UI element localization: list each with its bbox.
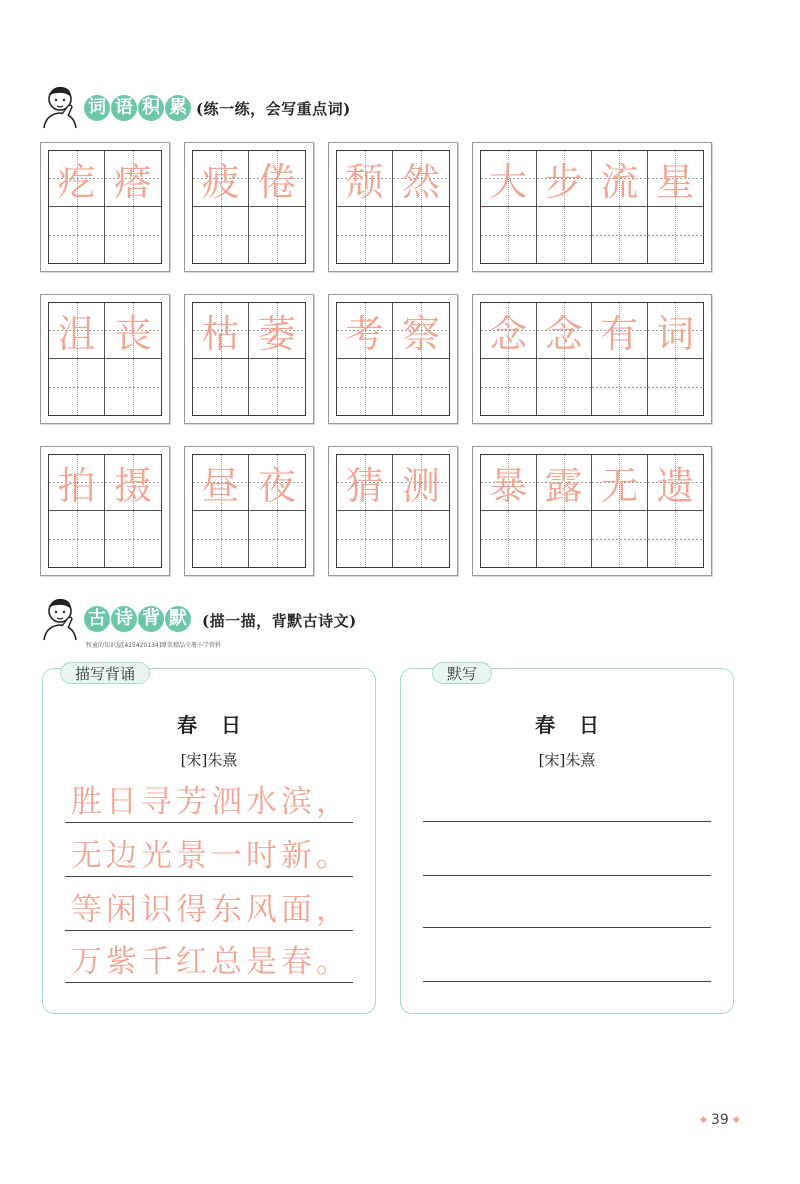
poem-title: 春日	[535, 713, 623, 737]
dictation-panel	[400, 668, 734, 1014]
trace-character: 倦	[257, 160, 296, 204]
tianzige-grid	[48, 150, 162, 264]
trace-character: 拍	[57, 464, 96, 508]
trace-character: 露	[544, 464, 583, 508]
trace-character: 摄	[113, 464, 152, 508]
writing-cell[interactable]	[193, 359, 249, 415]
writing-cell[interactable]	[648, 207, 704, 263]
vocab-section-subtitle: (练一练，会写重点词)	[196, 100, 351, 118]
trace-cell	[481, 303, 537, 359]
tianzige-grid	[192, 302, 306, 416]
tianzige-grid	[480, 454, 704, 568]
trace-cell	[537, 151, 593, 207]
writing-cell[interactable]	[105, 207, 161, 263]
trace-character: 星	[656, 160, 695, 204]
trace-cell	[648, 303, 704, 359]
trace-cell	[537, 455, 593, 511]
writing-cell[interactable]	[648, 359, 704, 415]
trace-cell	[481, 151, 537, 207]
word-practice-box	[472, 142, 712, 272]
poem-title-char: 默	[165, 606, 191, 632]
trace-character: 枯	[201, 312, 240, 356]
dictation-blank-line[interactable]	[423, 875, 711, 876]
trace-cell	[592, 303, 648, 359]
trace-cell	[648, 455, 704, 511]
trace-cell	[537, 303, 593, 359]
poem-author: [宋]朱熹	[538, 751, 596, 769]
boy-thinking-icon	[38, 596, 84, 642]
trace-cell	[393, 303, 449, 359]
writing-cell[interactable]	[393, 207, 449, 263]
trace-cell	[337, 151, 393, 207]
poem-section-subtitle: (描一描，背默古诗文)	[202, 612, 357, 630]
writing-cell[interactable]	[393, 511, 449, 567]
word-practice-box	[40, 142, 170, 272]
poem-title-char: 诗	[111, 606, 137, 632]
tianzige-grid	[480, 302, 704, 416]
trace-cell	[193, 303, 249, 359]
tiny-source-text: 牧童的知识屋[415420134]原浆精品全册小学资料	[86, 642, 222, 649]
tianzige-grid	[192, 150, 306, 264]
trace-recite-tab: 描写背诵	[60, 662, 150, 684]
writing-cell[interactable]	[537, 511, 593, 567]
writing-cell[interactable]	[481, 511, 537, 567]
writing-cell[interactable]	[592, 359, 648, 415]
word-practice-box	[40, 446, 170, 576]
trace-cell	[249, 303, 305, 359]
writing-cell[interactable]	[105, 511, 161, 567]
page-number	[700, 1112, 740, 1128]
poem-author: [宋]朱熹	[180, 751, 238, 769]
trace-cell	[337, 303, 393, 359]
vocab-section-title	[84, 95, 192, 121]
word-practice-box	[472, 446, 712, 576]
trace-cell	[105, 303, 161, 359]
vocab-title-char: 积	[138, 95, 164, 121]
trace-cell	[337, 455, 393, 511]
writing-cell[interactable]	[249, 359, 305, 415]
trace-character: 察	[401, 312, 440, 356]
trace-character: 瘩	[113, 160, 152, 204]
writing-cell[interactable]	[481, 207, 537, 263]
trace-character: 无	[600, 464, 639, 508]
diamond-icon: ◆	[732, 1115, 740, 1125]
trace-character: 有	[600, 312, 639, 356]
poem-line: 万紫千红总是春。	[65, 943, 353, 983]
trace-character: 步	[544, 160, 583, 204]
trace-character: 疲	[201, 160, 240, 204]
trace-cell	[393, 455, 449, 511]
writing-cell[interactable]	[393, 359, 449, 415]
trace-cell	[49, 303, 105, 359]
poem-line: 等闲识得东风面，	[65, 891, 353, 931]
writing-cell[interactable]	[49, 207, 105, 263]
trace-character: 暴	[489, 464, 528, 508]
trace-cell	[49, 151, 105, 207]
poem-section-title	[84, 606, 192, 632]
trace-cell	[592, 151, 648, 207]
word-practice-box	[184, 446, 314, 576]
vocab-title-char: 累	[165, 95, 191, 121]
trace-cell	[393, 151, 449, 207]
trace-character: 颓	[345, 160, 384, 204]
trace-cell	[193, 151, 249, 207]
page-number-text: 39	[710, 1112, 729, 1128]
trace-character: 丧	[113, 312, 152, 356]
trace-cell	[105, 455, 161, 511]
trace-cell	[105, 151, 161, 207]
word-practice-box	[472, 294, 712, 424]
trace-character: 大	[489, 160, 528, 204]
trace-cell	[481, 455, 537, 511]
writing-cell[interactable]	[337, 359, 393, 415]
tianzige-grid	[336, 302, 450, 416]
vocab-title-char: 语	[111, 95, 137, 121]
trace-character: 流	[600, 160, 639, 204]
trace-character: 昼	[201, 464, 240, 508]
writing-cell[interactable]	[337, 207, 393, 263]
trace-character: 遗	[656, 464, 695, 508]
writing-cell[interactable]	[592, 207, 648, 263]
tianzige-grid	[48, 454, 162, 568]
trace-cell	[193, 455, 249, 511]
writing-cell[interactable]	[337, 511, 393, 567]
diamond-icon: ◆	[700, 1115, 707, 1125]
word-practice-box	[184, 294, 314, 424]
word-practice-box	[40, 294, 170, 424]
tianzige-grid	[336, 454, 450, 568]
trace-character: 念	[489, 312, 528, 356]
boy-thinking-icon	[38, 84, 84, 130]
trace-character: 疙	[57, 160, 96, 204]
word-practice-box	[328, 294, 458, 424]
trace-character: 词	[656, 312, 695, 356]
poem-line: 无边光景一时新。	[65, 837, 353, 877]
poem-title: 春日	[177, 713, 265, 737]
trace-character: 测	[401, 464, 440, 508]
writing-cell[interactable]	[592, 511, 648, 567]
writing-cell[interactable]	[49, 511, 105, 567]
writing-cell[interactable]	[105, 359, 161, 415]
writing-cell[interactable]	[537, 359, 593, 415]
trace-character: 沮	[57, 312, 96, 356]
dictation-blank-line[interactable]	[423, 821, 711, 822]
trace-cell	[648, 151, 704, 207]
trace-cell	[49, 455, 105, 511]
tianzige-grid	[336, 150, 450, 264]
trace-character: 猜	[345, 464, 384, 508]
trace-cell	[249, 151, 305, 207]
vocab-title-char: 词	[84, 95, 110, 121]
writing-cell[interactable]	[481, 359, 537, 415]
tianzige-grid	[480, 150, 704, 264]
writing-cell[interactable]	[193, 207, 249, 263]
dictation-tab: 默写	[432, 662, 492, 684]
trace-character: 念	[544, 312, 583, 356]
tianzige-grid	[48, 302, 162, 416]
writing-cell[interactable]	[193, 511, 249, 567]
trace-character: 萎	[257, 312, 296, 356]
writing-cell[interactable]	[249, 207, 305, 263]
poem-line: 胜日寻芳泗水滨，	[65, 783, 353, 823]
writing-cell[interactable]	[537, 207, 593, 263]
trace-cell	[249, 455, 305, 511]
dictation-blank-line[interactable]	[423, 927, 711, 928]
poem-title-char: 古	[84, 606, 110, 632]
writing-cell[interactable]	[648, 511, 704, 567]
tianzige-grid	[192, 454, 306, 568]
writing-cell[interactable]	[249, 511, 305, 567]
trace-cell	[592, 455, 648, 511]
word-practice-box	[328, 446, 458, 576]
trace-character: 考	[345, 312, 384, 356]
trace-character: 然	[401, 160, 440, 204]
trace-recite-panel	[42, 668, 376, 1014]
trace-character: 夜	[257, 464, 296, 508]
word-practice-box	[328, 142, 458, 272]
poem-title-char: 背	[138, 606, 164, 632]
writing-cell[interactable]	[49, 359, 105, 415]
dictation-blank-line[interactable]	[423, 981, 711, 982]
word-practice-box	[184, 142, 314, 272]
